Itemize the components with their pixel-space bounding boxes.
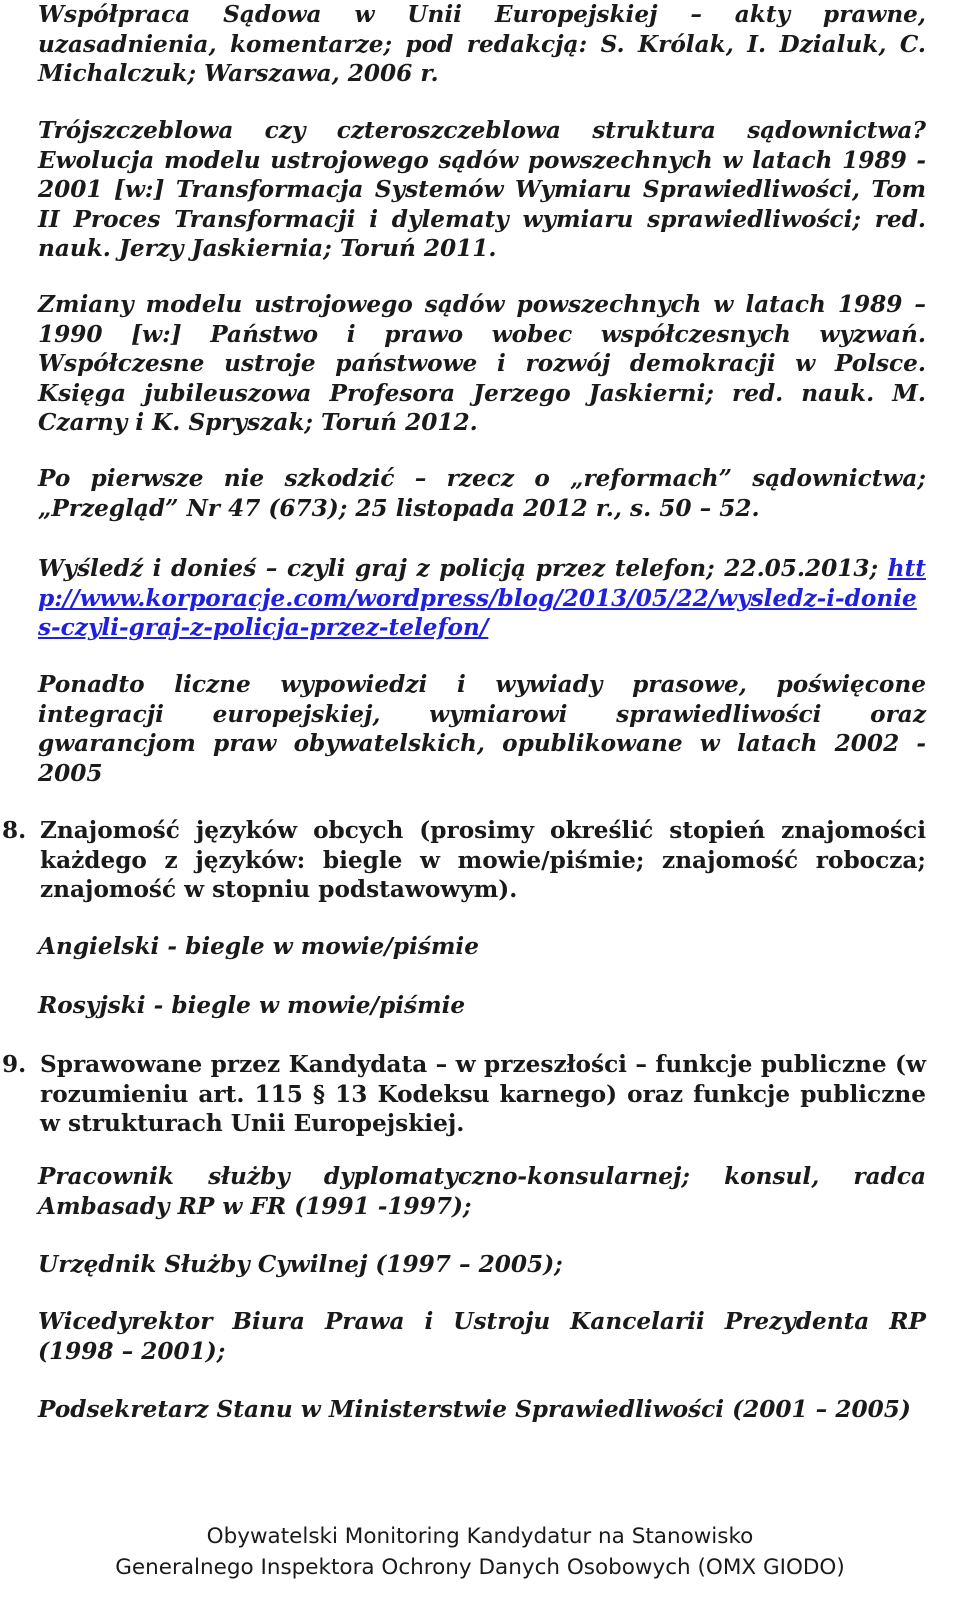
section-9-heading-text: Sprawowane przez Kandydata – w przeszłości – funkcje publiczne (w rozumieniu art. 115 § 13 Kodeksu karnego) oraz funkcje publiczne w strukturach Unii Europejskiej. xyxy=(40,1051,926,1138)
function-wicedyrektor: Wicedyrektor Biura Prawa i Ustroju Kancelarii Prezydenta RP (1998 – 2001); xyxy=(38,1308,926,1365)
function-dyplomatyczna: Pracownik służby dyplomatyczno-konsularnej; konsul, radca Ambasady RP w FR (1991 -1997); xyxy=(38,1163,926,1220)
reference-trojszczeblowa: Trójszczeblowa czy czteroszczeblowa struktura sądownictwa? Ewolucja modelu ustrojowego sądów powszechnych w latach 1989 - 2001 [w:] Transformacja Systemów Wymiaru Sprawiedliwości, Tom II Proces Transformacji i dylematy wymiaru sprawiedliwości; red. nauk. Jerzy Jaskiernia; Toruń 2011. xyxy=(38,117,926,263)
reference-wspolpraca: Współpraca Sądowa w Unii Europejskiej – akty prawne, uzasadnienia, komentarze; pod redakcją: S. Królak, I. Dzialuk, C. Michalczuk; Warszawa, 2006 r. xyxy=(38,1,926,88)
reference-wysledz-text: Wyśledź i donieś – czyli graj z policją przez telefon; 22.05.2013; xyxy=(38,555,879,582)
section-9-heading xyxy=(2,1050,926,1139)
footer-line-2: Generalnego Inspektora Ochrony Danych Osobowych (OMX GIODO) xyxy=(115,1555,845,1580)
section-8-heading xyxy=(2,816,926,905)
section-8-number: 8. xyxy=(2,817,27,844)
language-english: Angielski - biegle w mowie/piśmie xyxy=(38,933,479,960)
section-8-heading-text: Znajomość języków obcych (prosimy określić stopień znajomości każdego z języków: biegle w mowie/piśmie; znajomość robocza; znajomość w stopniu podstawowym). xyxy=(40,817,926,904)
function-podsekretarz: Podsekretarz Stanu w Ministerstwie Sprawiedliwości (2001 – 2005) xyxy=(38,1396,911,1423)
language-russian: Rosyjski - biegle w mowie/piśmie xyxy=(38,992,466,1019)
reference-zmiany: Zmiany modelu ustrojowego sądów powszechnych w latach 1989 – 1990 [w:] Państwo i prawo wobec współczesnych wyzwań. Współczesne ustroje państwowe i rozwój demokracji w Polsce. Księga jubileuszowa Profesora Jerzego Jaskierni; red. nauk. M. Czarny i K. Spryszak; Toruń 2012. xyxy=(38,291,926,437)
footer-line-1: Obywatelski Monitoring Kandydatur na Stanowisko xyxy=(206,1524,754,1549)
page-footer xyxy=(0,1521,960,1583)
reference-wysledz xyxy=(38,554,926,643)
reference-ponadto: Ponadto liczne wypowiedzi i wywiady prasowe, poświęcone integracji europejskiej, wymiarowi sprawiedliwości oraz gwarancjom praw obywatelskich, opublikowane w latach 2002 - 2005 xyxy=(38,671,926,787)
reference-link[interactable]: http://www.korporacje.com/wordpress/blog/2013/05/22/wysledz-i-donies-czyli-graj-z-policja-przez-telefon/ xyxy=(38,555,926,642)
reference-po-pierwsze: Po pierwsze nie szkodzić – rzecz o „reformach” sądownictwa; „Przegląd” Nr 47 (673); 25 listopada 2012 r., s. 50 – 52. xyxy=(38,465,926,522)
section-9-number: 9. xyxy=(2,1051,27,1078)
function-sluzba-cywilna: Urzędnik Służby Cywilnej (1997 – 2005); xyxy=(38,1251,563,1278)
